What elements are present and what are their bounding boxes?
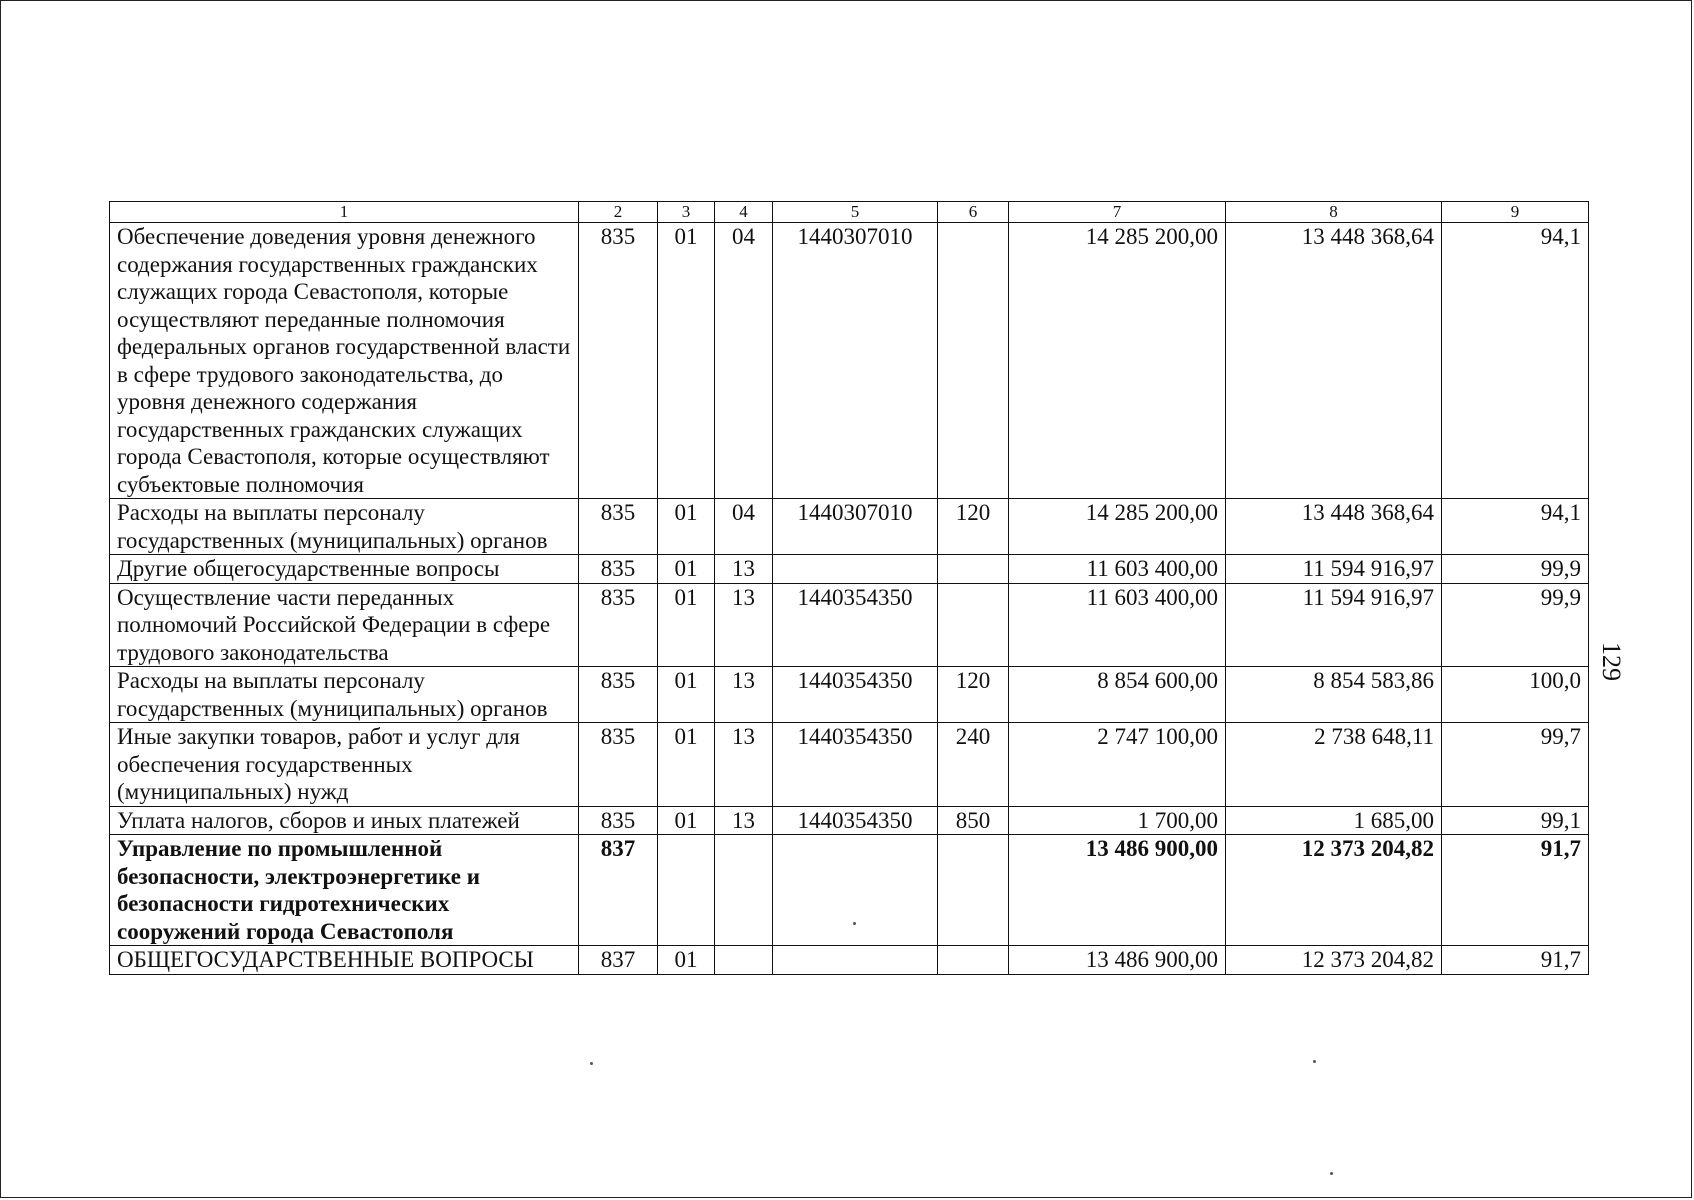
row-value-cell-3: 01 <box>658 499 715 555</box>
table-row <box>110 806 1589 835</box>
row-value-cell-9: 94,1 <box>1442 223 1589 499</box>
row-value-cell-2: 835 <box>579 723 658 807</box>
row-value-cell-9: 99,9 <box>1442 555 1589 584</box>
table-row <box>110 555 1589 584</box>
row-value-cell-3: 01 <box>658 723 715 807</box>
row-value-cell-2: 835 <box>579 499 658 555</box>
row-value-cell-9: 91,7 <box>1442 835 1589 946</box>
row-value-cell-2: 835 <box>579 806 658 835</box>
row-value-cell-5 <box>773 946 938 975</box>
row-value-cell-9: 91,7 <box>1442 946 1589 975</box>
page-number: 129 <box>1597 642 1626 681</box>
row-value-cell-9: 99,1 <box>1442 806 1589 835</box>
scan-speck <box>1330 1172 1333 1175</box>
row-value-cell-3: 01 <box>658 223 715 499</box>
table-row <box>110 946 1589 975</box>
row-value-cell-6: 120 <box>938 667 1009 723</box>
row-value-cell-9: 94,1 <box>1442 499 1589 555</box>
row-value-cell-9: 100,0 <box>1442 667 1589 723</box>
row-value-cell-8: 2 738 648,11 <box>1226 723 1442 807</box>
row-value-cell-5: 1440354350 <box>773 806 938 835</box>
row-value-cell-2: 837 <box>579 835 658 946</box>
row-name-cell: Обеспечение доведения уровня денежного содержания государственных гражданских служащих города Севастополя, которые осуществляют переданные полномочия федеральных органов государственной власти в сфере трудового законодательства, до уровня денежного содержания государственных гражданских служащих города Севастополя, которые осуществляют субъектовые полномочия <box>110 223 579 499</box>
row-value-cell-5 <box>773 835 938 946</box>
row-value-cell-8: 13 448 368,64 <box>1226 223 1442 499</box>
row-value-cell-8: 1 685,00 <box>1226 806 1442 835</box>
row-value-cell-4: 13 <box>715 667 773 723</box>
row-value-cell-7: 14 285 200,00 <box>1009 223 1226 499</box>
row-value-cell-4 <box>715 835 773 946</box>
row-value-cell-5: 1440354350 <box>773 583 938 667</box>
row-value-cell-4: 13 <box>715 723 773 807</box>
column-header: 5 <box>773 202 938 223</box>
table-row <box>110 499 1589 555</box>
row-value-cell-7: 13 486 900,00 <box>1009 835 1226 946</box>
row-value-cell-6 <box>938 223 1009 499</box>
row-value-cell-5: 1440354350 <box>773 723 938 807</box>
row-name-cell: ОБЩЕГОСУДАРСТВЕННЫЕ ВОПРОСЫ <box>110 946 579 975</box>
table-row <box>110 223 1589 499</box>
row-value-cell-4: 04 <box>715 223 773 499</box>
column-header: 6 <box>938 202 1009 223</box>
column-header: 2 <box>579 202 658 223</box>
row-value-cell-5: 1440354350 <box>773 667 938 723</box>
row-name-cell: Расходы на выплаты персоналу государственных (муниципальных) органов <box>110 667 579 723</box>
row-value-cell-9: 99,9 <box>1442 583 1589 667</box>
row-value-cell-7: 8 854 600,00 <box>1009 667 1226 723</box>
row-value-cell-7: 11 603 400,00 <box>1009 583 1226 667</box>
row-value-cell-6 <box>938 555 1009 584</box>
row-value-cell-7: 14 285 200,00 <box>1009 499 1226 555</box>
table-row <box>110 667 1589 723</box>
row-value-cell-6: 120 <box>938 499 1009 555</box>
row-name-cell: Иные закупки товаров, работ и услуг для обеспечения государственных (муниципальных) нужд <box>110 723 579 807</box>
row-value-cell-2: 835 <box>579 667 658 723</box>
row-value-cell-3: 01 <box>658 806 715 835</box>
row-value-cell-3 <box>658 835 715 946</box>
scan-speck <box>853 922 856 925</box>
row-value-cell-2: 835 <box>579 223 658 499</box>
row-value-cell-6 <box>938 583 1009 667</box>
row-value-cell-8: 13 448 368,64 <box>1226 499 1442 555</box>
row-value-cell-4: 13 <box>715 583 773 667</box>
row-value-cell-7: 13 486 900,00 <box>1009 946 1226 975</box>
row-value-cell-5 <box>773 555 938 584</box>
row-value-cell-2: 835 <box>579 583 658 667</box>
table-row <box>110 723 1589 807</box>
row-value-cell-6 <box>938 946 1009 975</box>
row-value-cell-8: 11 594 916,97 <box>1226 583 1442 667</box>
row-value-cell-4 <box>715 946 773 975</box>
row-value-cell-3: 01 <box>658 946 715 975</box>
row-name-cell: Уплата налогов, сборов и иных платежей <box>110 806 579 835</box>
row-value-cell-6: 850 <box>938 806 1009 835</box>
scan-speck <box>1313 1060 1316 1063</box>
row-value-cell-7: 11 603 400,00 <box>1009 555 1226 584</box>
row-value-cell-4: 04 <box>715 499 773 555</box>
row-value-cell-6 <box>938 835 1009 946</box>
row-value-cell-3: 01 <box>658 583 715 667</box>
column-header: 1 <box>110 202 579 223</box>
row-value-cell-6: 240 <box>938 723 1009 807</box>
table-row <box>110 835 1589 946</box>
row-value-cell-2: 837 <box>579 946 658 975</box>
row-value-cell-4: 13 <box>715 555 773 584</box>
row-value-cell-2: 835 <box>579 555 658 584</box>
row-value-cell-5: 1440307010 <box>773 223 938 499</box>
budget-table <box>109 201 1589 975</box>
row-value-cell-3: 01 <box>658 555 715 584</box>
row-name-cell: Управление по промышленной безопасности, электроэнергетике и безопасности гидротехнических сооружений города Севастополя <box>110 835 579 946</box>
row-value-cell-3: 01 <box>658 667 715 723</box>
column-header: 7 <box>1009 202 1226 223</box>
row-value-cell-8: 12 373 204,82 <box>1226 835 1442 946</box>
scan-speck <box>590 1062 593 1065</box>
row-value-cell-9: 99,7 <box>1442 723 1589 807</box>
row-value-cell-7: 1 700,00 <box>1009 806 1226 835</box>
row-value-cell-8: 12 373 204,82 <box>1226 946 1442 975</box>
column-number-header <box>110 202 1589 223</box>
row-name-cell: Другие общегосударственные вопросы <box>110 555 579 584</box>
column-header: 9 <box>1442 202 1589 223</box>
row-value-cell-8: 8 854 583,86 <box>1226 667 1442 723</box>
row-name-cell: Осуществление части переданных полномочий Российской Федерации в сфере трудового законодательства <box>110 583 579 667</box>
row-value-cell-5: 1440307010 <box>773 499 938 555</box>
row-value-cell-8: 11 594 916,97 <box>1226 555 1442 584</box>
row-value-cell-4: 13 <box>715 806 773 835</box>
row-value-cell-7: 2 747 100,00 <box>1009 723 1226 807</box>
column-header: 4 <box>715 202 773 223</box>
column-header: 8 <box>1226 202 1442 223</box>
table-row <box>110 583 1589 667</box>
row-name-cell: Расходы на выплаты персоналу государственных (муниципальных) органов <box>110 499 579 555</box>
column-header: 3 <box>658 202 715 223</box>
